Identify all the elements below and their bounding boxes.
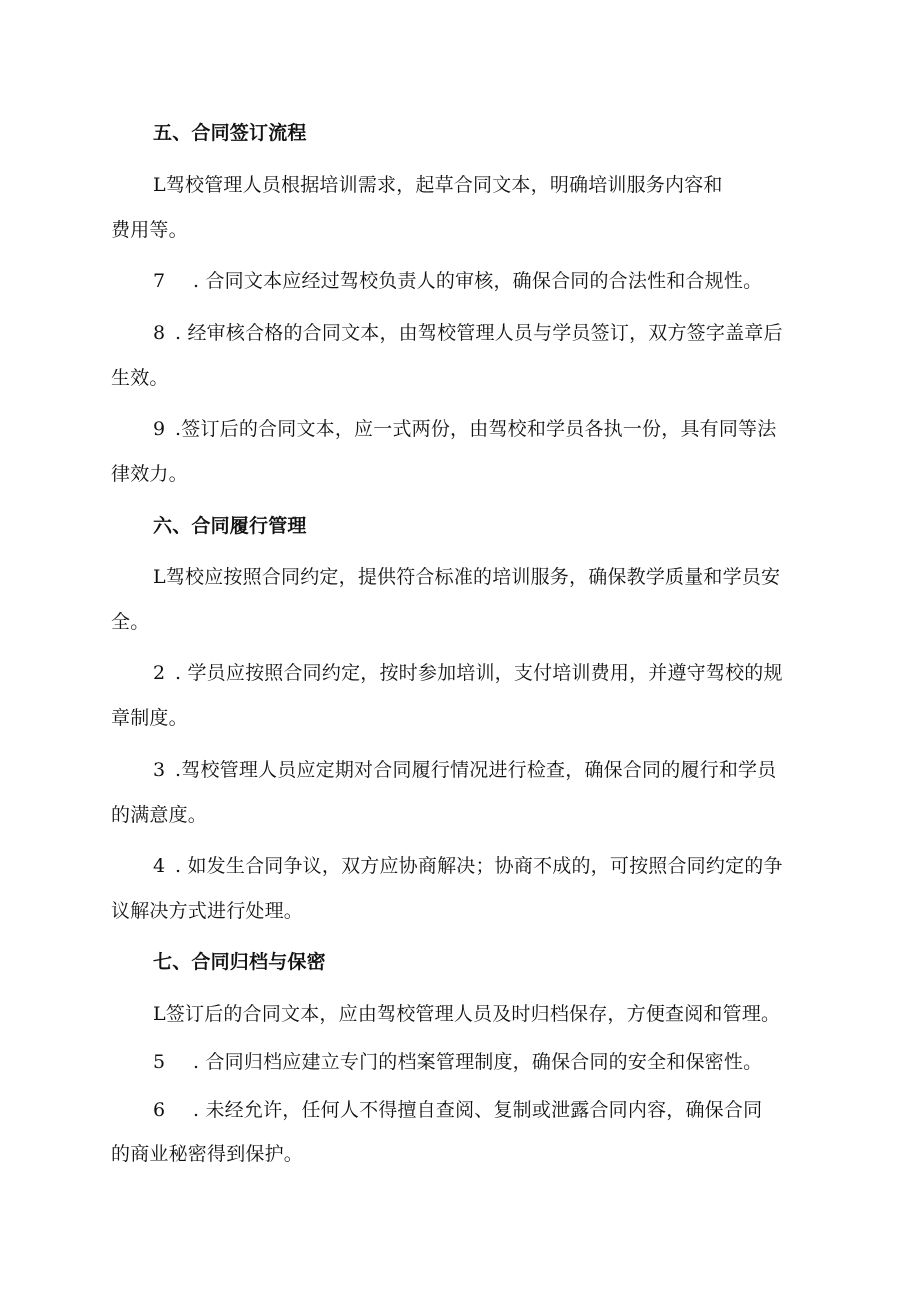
item-text: . 如发生合同争议，双方应协商解决；协商不成的，可按照合同约定的争: [175, 855, 783, 877]
item-text: .签订后的合同文本，应一式两份，由驾校和学员各执一份，具有同等法: [175, 418, 777, 440]
numbered-item-7: [153, 268, 762, 294]
paragraph-line: L驾校应按照合同约定，提供符合标准的培训服务，确保教学质量和学员安: [153, 566, 781, 588]
paragraph-line: L驾校管理人员根据培训需求，起草合同文本，明确培训服务内容和: [153, 174, 723, 196]
numbered-item-5: [153, 1049, 762, 1075]
item-text: . 未经允许，任何人不得擅自查阅、复制或泄露合同内容，确保合同: [193, 1099, 763, 1121]
item-number: 6: [153, 1099, 166, 1121]
numbered-item-8: [153, 320, 783, 346]
numbered-item-4: [153, 853, 783, 879]
paragraph-line: L签订后的合同文本，应由驾校管理人员及时归档保存，方便查阅和管理。: [153, 1003, 781, 1025]
item-number: 7: [153, 270, 166, 292]
item-text: . 经审核合格的合同文本，由驾校管理人员与学员签订，双方签字盖章后: [175, 322, 783, 344]
item-text: .驾校管理人员应定期对合同履行情况进行检查，确保合同的履行和学员: [175, 759, 777, 781]
numbered-item-6: [153, 1097, 762, 1123]
paragraph-line: 费用等。: [111, 219, 188, 241]
item-number: 5: [153, 1051, 166, 1073]
item-number: 4: [153, 855, 166, 877]
paragraph-line: 全。: [111, 611, 150, 633]
item-text: . 合同归档应建立专门的档案管理制度，确保合同的安全和保密性。: [193, 1051, 763, 1073]
item-text: . 学员应按照合同约定，按时参加培训，支付培训费用，并遵守驾校的规: [175, 662, 783, 684]
item-text: . 合同文本应经过驾校负责人的审核，确保合同的合法性和合规性。: [193, 270, 763, 292]
paragraph-line: 的满意度。: [111, 804, 208, 826]
item-number: 2: [153, 662, 166, 684]
section-heading-7: 七、合同归档与保密: [153, 951, 326, 973]
section-heading-5: 五、合同签订流程: [153, 122, 307, 144]
numbered-item-9: [153, 416, 776, 442]
paragraph-line: 的商业秘密得到保护。: [111, 1143, 304, 1165]
paragraph-line: 生效。: [111, 367, 169, 389]
numbered-item-2: [153, 660, 783, 686]
section-heading-6: 六、合同履行管理: [153, 515, 307, 537]
item-number: 9: [153, 418, 166, 440]
paragraph-line: 议解决方式进行处理。: [111, 900, 304, 922]
item-number: 8: [153, 322, 166, 344]
paragraph-line: 章制度。: [111, 707, 188, 729]
item-number: 3: [153, 759, 166, 781]
paragraph-line: 律效力。: [111, 463, 188, 485]
numbered-item-3: [153, 757, 776, 783]
